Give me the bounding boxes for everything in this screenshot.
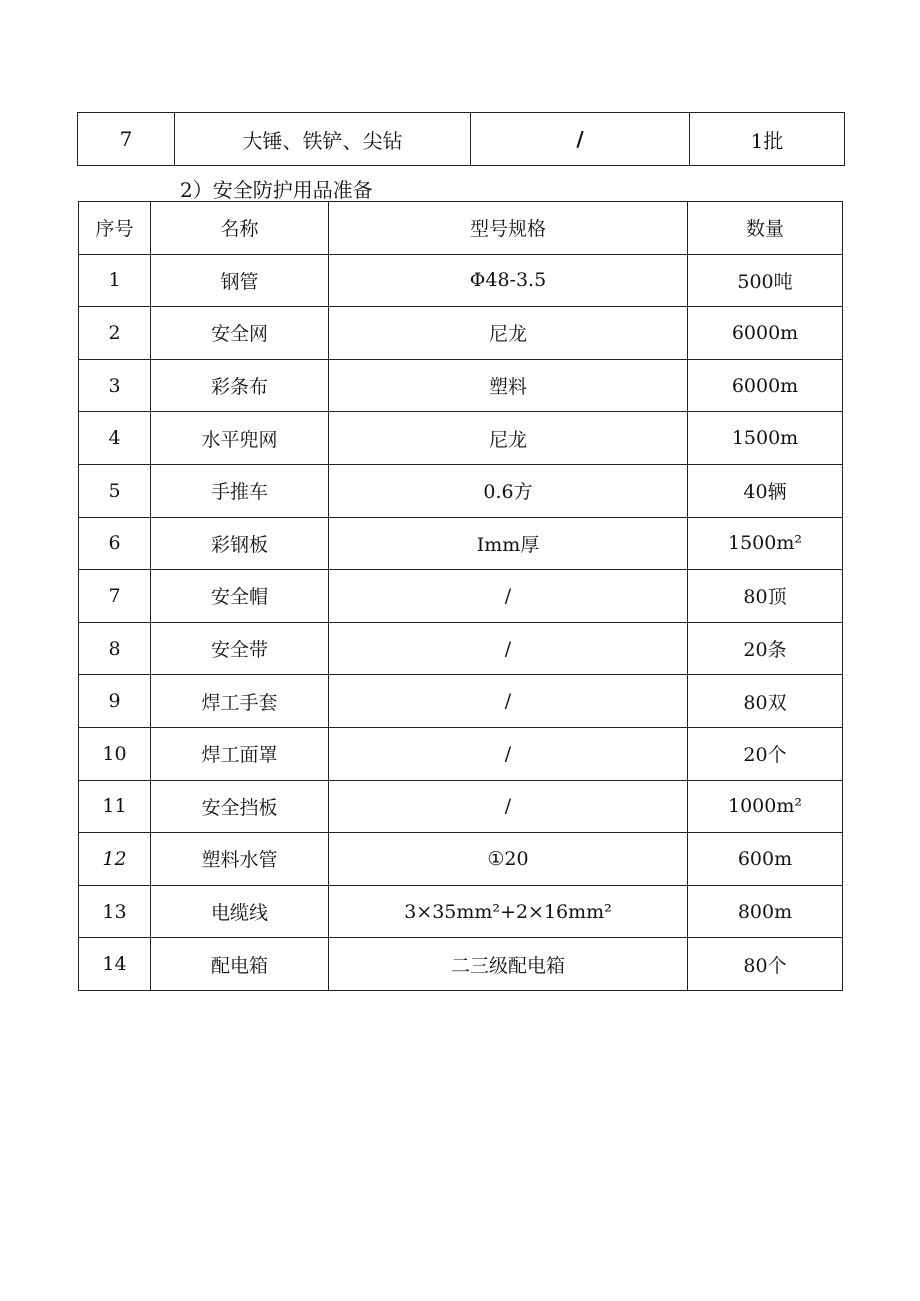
item-spec: 尼龙 (329, 412, 688, 465)
item-spec: / (329, 570, 688, 623)
header-quantity: 数量 (688, 202, 843, 255)
row-number: 7 (78, 113, 175, 166)
item-name: 配电箱 (151, 938, 329, 991)
item-quantity: 6000m (688, 359, 843, 412)
item-spec: 0.6方 (329, 464, 688, 517)
table-row (79, 412, 843, 465)
table-row (78, 113, 845, 166)
row-number: 7 (79, 570, 151, 623)
header-name: 名称 (151, 202, 329, 255)
item-quantity: 1500m² (688, 517, 843, 570)
table-row (79, 622, 843, 675)
item-name: 安全帽 (151, 570, 329, 623)
item-spec: 3×35mm²+2×16mm² (329, 885, 688, 938)
row-number: 2 (79, 307, 151, 360)
item-spec: / (329, 727, 688, 780)
table-row (79, 675, 843, 728)
item-quantity: 600m (688, 833, 843, 886)
item-quantity: 1批 (690, 113, 845, 166)
item-name: 手推车 (151, 464, 329, 517)
table-row (79, 517, 843, 570)
item-spec: / (329, 675, 688, 728)
header-spec: 型号规格 (329, 202, 688, 255)
item-name: 电缆线 (151, 885, 329, 938)
item-spec: / (329, 780, 688, 833)
table-row (79, 885, 843, 938)
row-number: 10 (79, 727, 151, 780)
item-quantity: 80双 (688, 675, 843, 728)
section-heading: 2）安全防护用品准备 (180, 178, 373, 202)
header-number: 序号 (79, 202, 151, 255)
row-number: 4 (79, 412, 151, 465)
item-quantity: 800m (688, 885, 843, 938)
row-number: 8 (79, 622, 151, 675)
item-spec: ①20 (329, 833, 688, 886)
item-quantity: 80个 (688, 938, 843, 991)
row-number: 1 (79, 254, 151, 307)
item-name: 钢管 (151, 254, 329, 307)
item-name: 焊工手套 (151, 675, 329, 728)
table-row (79, 833, 843, 886)
table-row (79, 570, 843, 623)
row-number: 11 (79, 780, 151, 833)
table-row (79, 359, 843, 412)
top-table-fragment (77, 112, 845, 166)
item-quantity: 1500m (688, 412, 843, 465)
item-name: 塑料水管 (151, 833, 329, 886)
item-spec: Φ48-3.5 (329, 254, 688, 307)
row-number: 9 (79, 675, 151, 728)
table-row (79, 938, 843, 991)
item-spec: 塑料 (329, 359, 688, 412)
item-name: 安全带 (151, 622, 329, 675)
row-number: 3 (79, 359, 151, 412)
row-number: 13 (79, 885, 151, 938)
item-quantity: 500吨 (688, 254, 843, 307)
item-name: 焊工面罩 (151, 727, 329, 780)
table-row (79, 780, 843, 833)
item-name: 水平兜网 (151, 412, 329, 465)
item-quantity: 40辆 (688, 464, 843, 517)
item-name: 彩条布 (151, 359, 329, 412)
item-name: 安全网 (151, 307, 329, 360)
item-spec: 二三级配电箱 (329, 938, 688, 991)
table-row (79, 307, 843, 360)
table-row (79, 464, 843, 517)
item-name: 彩钢板 (151, 517, 329, 570)
item-quantity: 6000m (688, 307, 843, 360)
row-number: 6 (79, 517, 151, 570)
item-spec: / (329, 622, 688, 675)
item-spec: Imm厚 (329, 517, 688, 570)
item-quantity: 20个 (688, 727, 843, 780)
table-row (79, 727, 843, 780)
item-spec: / (471, 113, 690, 166)
row-number: 14 (79, 938, 151, 991)
item-quantity: 20条 (688, 622, 843, 675)
table-header-row (79, 202, 843, 255)
item-name: 大锤、铁铲、尖钻 (175, 113, 471, 166)
item-spec: 尼龙 (329, 307, 688, 360)
row-number: 12 (79, 833, 151, 886)
item-name: 安全挡板 (151, 780, 329, 833)
item-quantity: 1000m² (688, 780, 843, 833)
table-row (79, 254, 843, 307)
item-quantity: 80顶 (688, 570, 843, 623)
safety-equipment-table (78, 201, 843, 991)
row-number: 5 (79, 464, 151, 517)
